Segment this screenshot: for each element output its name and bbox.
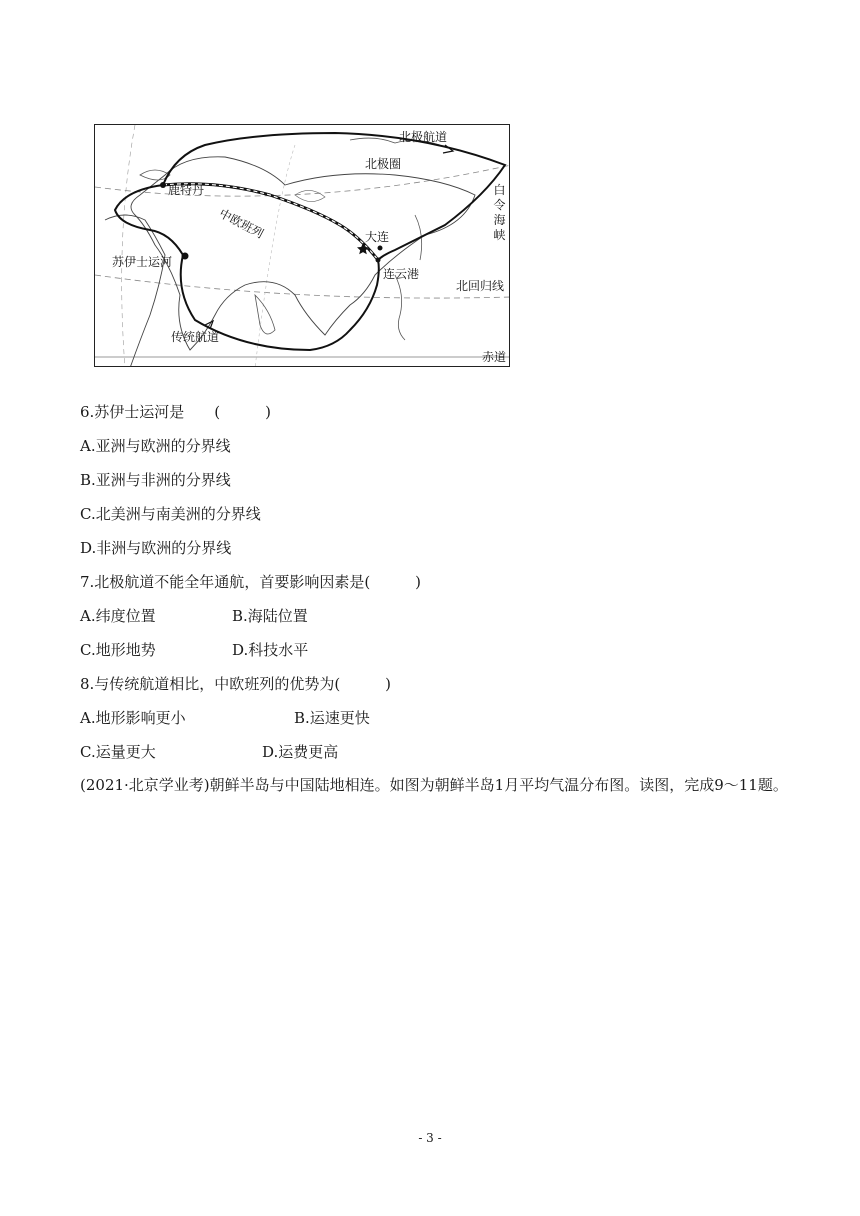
label-arctic-route: 北极航道 <box>399 130 448 144</box>
question-7-option-b: B.海陆位置 <box>232 607 308 625</box>
label-dalian: 大连 <box>365 230 390 244</box>
question-6-option-d: D.非洲与欧洲的分界线 <box>80 539 232 557</box>
label-china-europe-train: 中欧班列 <box>216 206 266 242</box>
label-equator: 赤道 <box>482 350 507 364</box>
suez-marker <box>182 253 189 260</box>
tropic-line <box>95 275 510 298</box>
question-8-option-c: C.运量更大 <box>80 743 156 761</box>
question-8-stem: 8.与传统航道相比，中欧班列的优势为( ) <box>80 675 392 693</box>
route-map <box>94 124 510 367</box>
label-suez-canal: 苏伊士运河 <box>112 255 173 269</box>
label-traditional-route: 传统航道 <box>171 330 220 344</box>
label-rotterdam: 鹿特丹 <box>168 183 205 197</box>
map-graphic <box>95 125 510 367</box>
lianyungang-marker <box>376 258 381 263</box>
question-8-option-a: A.地形影响更小 <box>80 709 186 727</box>
question-6-option-b: B.亚洲与非洲的分界线 <box>80 471 231 489</box>
question-7-option-d: D.科技水平 <box>232 641 309 659</box>
question-8-option-b: B.运速更快 <box>294 709 370 727</box>
dalian-marker <box>378 246 383 251</box>
question-6-option-c: C.北美洲与南美洲的分界线 <box>80 505 261 523</box>
label-tropic-of-cancer: 北回归线 <box>456 279 505 293</box>
question-8-option-d: D.运费更高 <box>262 743 339 761</box>
question-6-stem: 6.苏伊士运河是 ( ) <box>80 403 272 421</box>
label-bering-strait: 白令海峡 <box>493 183 506 242</box>
question-7-option-c: C.地形地势 <box>80 641 156 659</box>
question-6-option-a: A.亚洲与欧洲的分界线 <box>80 437 231 455</box>
question-7-stem: 7.北极航道不能全年通航，首要影响因素是( ) <box>80 573 422 591</box>
star-icon <box>357 243 369 254</box>
label-arctic-circle: 北极圈 <box>365 157 402 171</box>
label-lianyungang: 连云港 <box>383 267 420 281</box>
page-number: - 3 - <box>418 1131 442 1145</box>
rotterdam-marker <box>160 182 166 188</box>
question-7-option-a: A.纬度位置 <box>80 607 156 625</box>
intro-paragraph: (2021·北京学业考)朝鲜半岛与中国陆地相连。如图为朝鲜半岛1月平均气温分布图。读图，完成9～11题。 <box>80 776 788 794</box>
